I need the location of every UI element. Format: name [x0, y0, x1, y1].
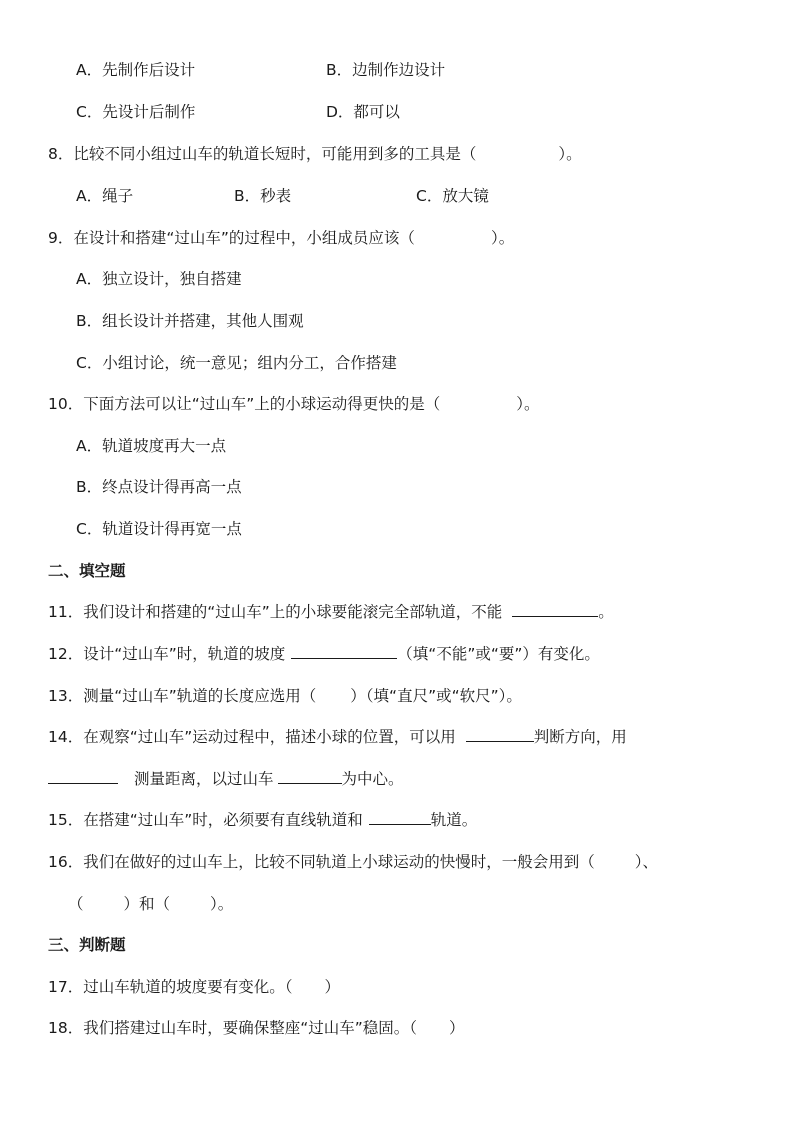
q11-end: 。	[598, 603, 614, 621]
q8-stem	[48, 142, 582, 166]
q8-option-c: C．放大镜	[416, 187, 489, 205]
q14-line-2	[48, 767, 404, 791]
q9-option-c: C．小组讨论，统一意见；组内分工，合作搭建	[76, 354, 397, 372]
q13	[48, 684, 522, 708]
q11-stem: 11．我们设计和搭建的“过山车”上的小球要能滚完全部轨道，不能	[48, 603, 503, 621]
q11-answer-blank[interactable]	[512, 600, 598, 617]
section-fill-in-heading: 二、填空题	[48, 562, 126, 580]
q7-option-b: B．边制作边设计	[326, 61, 446, 79]
q8-close: ）。	[558, 145, 582, 163]
q16-line-1	[48, 850, 658, 874]
q16-line-2	[68, 892, 233, 916]
q12	[48, 642, 600, 666]
q13-stem: 13．测量“过山车”轨道的长度应选用（	[48, 687, 317, 705]
q18	[48, 1016, 465, 1040]
q14-blank-center[interactable]	[278, 767, 342, 784]
q7-options-row-2	[0, 100, 400, 124]
q16-line1-end: ）、	[634, 853, 658, 871]
q17-stem: 17．过山车轨道的坡度要有变化。（	[48, 978, 293, 996]
q10-stem-text: 10．下面方法可以让“过山车”上的小球运动得更快的是（	[48, 395, 441, 413]
q15-end: 轨道。	[430, 811, 478, 829]
q16-close: ）。	[210, 895, 234, 913]
q10-option-c: C．轨道设计得再宽一点	[76, 520, 242, 538]
q14-blank-direction[interactable]	[466, 725, 534, 742]
q10-close: ）。	[516, 395, 540, 413]
q14-line-1	[48, 725, 627, 749]
q9-stem-text: 9．在设计和搭建“过山车”的过程中，小组成员应该（	[48, 229, 415, 247]
q14-text-a: 14．在观察“过山车”运动过程中，描述小球的位置，可以用	[48, 728, 456, 746]
q9-option-b: B．组长设计并搭建，其他人围观	[76, 312, 304, 330]
q8-option-b: B．秒表	[234, 187, 292, 205]
q11	[48, 600, 614, 624]
q7-option-c: C．先设计后制作	[76, 103, 196, 121]
q10-stem	[48, 392, 540, 416]
q18-stem: 18．我们搭建过山车时，要确保整座“过山车”稳固。（	[48, 1019, 418, 1037]
q18-end: ）	[449, 1019, 465, 1037]
q14-text-d: 为中心。	[341, 770, 404, 788]
q17-end: ）	[324, 978, 340, 996]
q13-end: ）（填“直尺”或“软尺”）。	[350, 687, 522, 705]
q12-stem: 12．设计“过山车”时，轨道的坡度	[48, 645, 286, 663]
q8-stem-text: 8．比较不同小组过山车的轨道长短时，可能用到多的工具是（	[48, 145, 477, 163]
q16-stem: 16．我们在做好的过山车上，比较不同轨道上小球运动的快慢时，一般会用到（	[48, 853, 595, 871]
q12-answer-blank[interactable]	[291, 642, 397, 659]
q7-options-row-1	[0, 58, 446, 82]
section-judgment-heading: 三、判断题	[48, 936, 126, 954]
q10-option-b: B．终点设计得再高一点	[76, 478, 242, 496]
q17	[48, 975, 340, 999]
q8-option-a: A．绳子	[76, 187, 134, 205]
q7-option-a: A．先制作后设计	[76, 61, 196, 79]
q10-option-a: A．轨道坡度再大一点	[76, 437, 227, 455]
q14-text-c: 测量距离，以过山车	[134, 770, 274, 788]
q8-options	[0, 184, 489, 208]
q14-text-b: 判断方向，用	[533, 728, 627, 746]
q9-option-a: A．独立设计，独自搭建	[76, 270, 242, 288]
q7-option-d: D．都可以	[326, 103, 400, 121]
q9-stem	[48, 226, 514, 250]
q12-end: （填“不能”或“要”）有变化。	[397, 645, 600, 663]
q16-open: （	[68, 895, 84, 913]
q15-answer-blank[interactable]	[369, 808, 431, 825]
q14-blank-distance[interactable]	[48, 767, 118, 784]
q9-close: ）。	[490, 229, 515, 247]
q15-stem: 15．在搭建“过山车”时，必须要有直线轨道和	[48, 811, 363, 829]
q15	[48, 808, 477, 832]
q16-and: ）和（	[123, 895, 171, 913]
